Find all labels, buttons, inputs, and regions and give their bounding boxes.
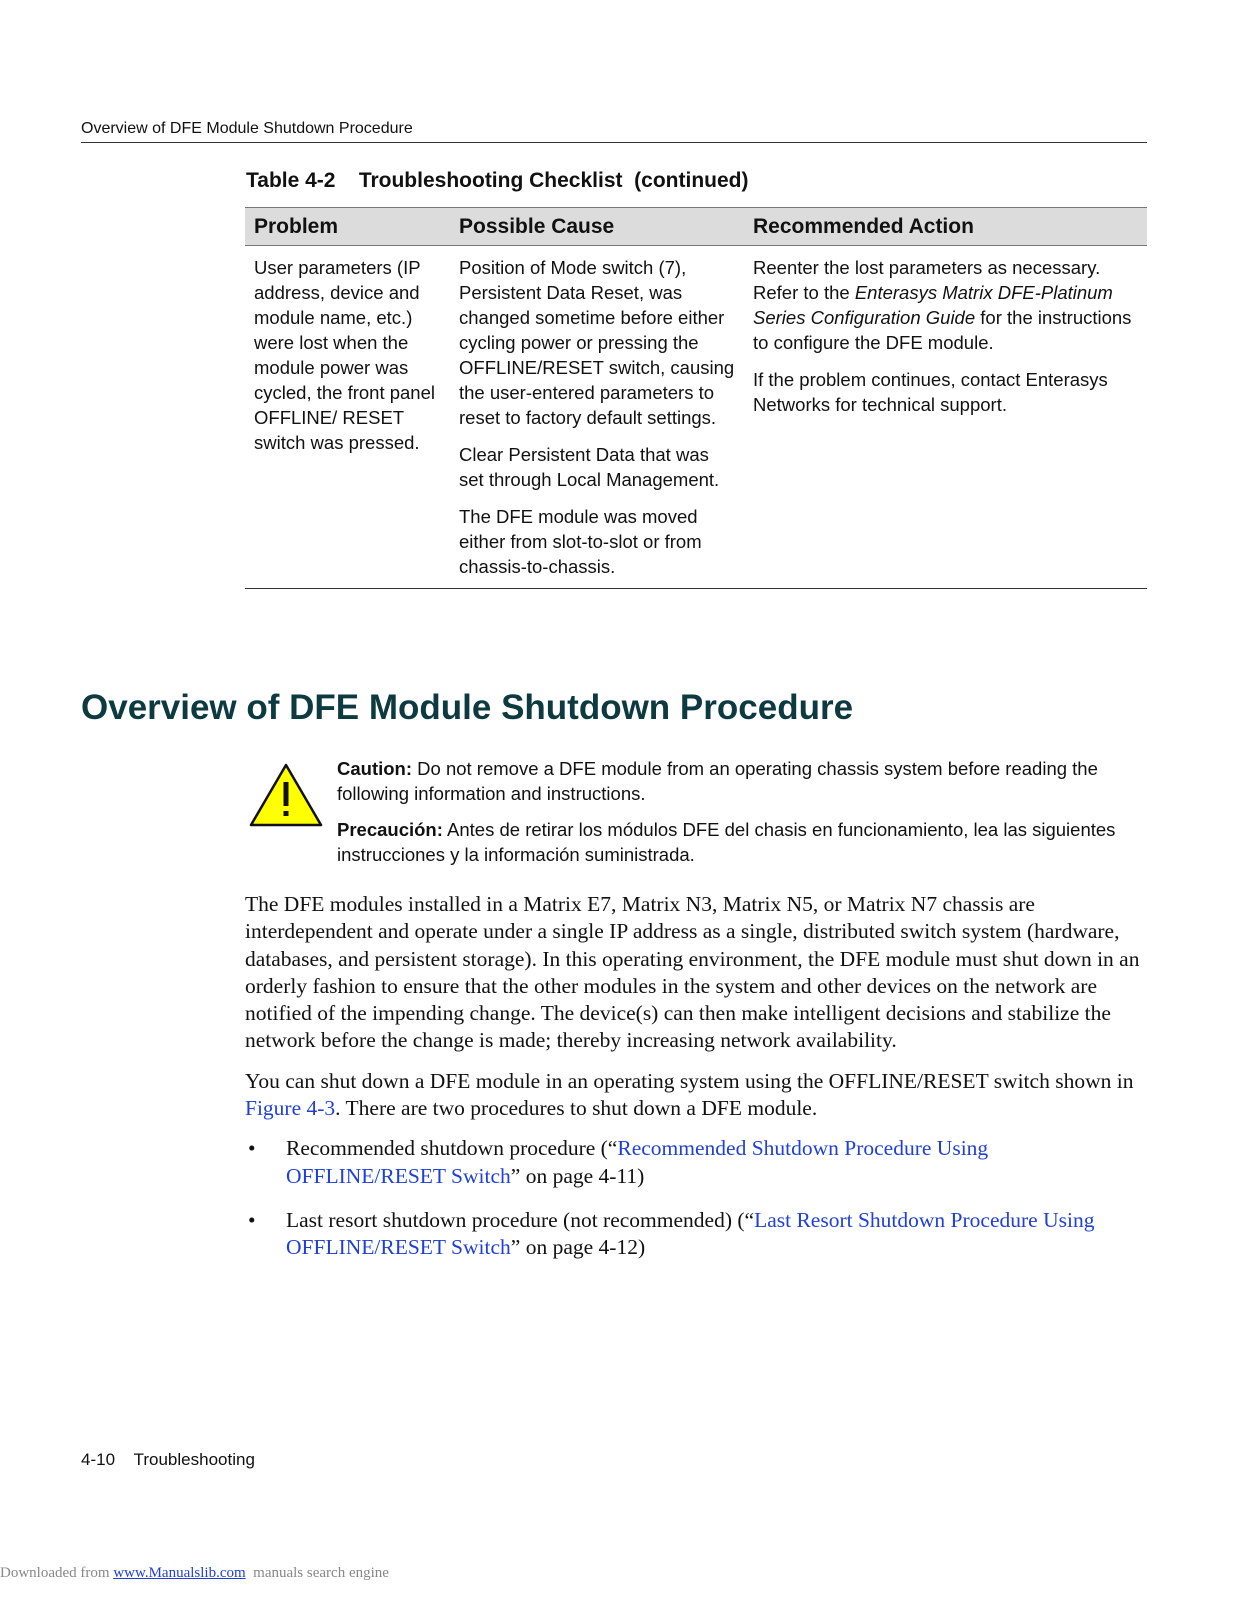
precaucion-message: Antes de retirar los módulos DFE del chasis en funcionamiento, lea las siguientes instrucciones y la información suministrada.	[337, 819, 1116, 865]
item-text-start: Recommended shutdown procedure (“	[286, 1136, 618, 1161]
recommended-procedure-link[interactable]: Recommended Shutdown Procedure Using OFFLINE/RESET Switch	[286, 1136, 989, 1188]
column-header-problem: Problem	[245, 208, 450, 246]
action-text: If the problem continues, contact Enterasys Networks for technical support.	[753, 369, 1108, 415]
column-header-possible-cause: Possible Cause	[450, 208, 744, 246]
recommended-action-cell	[744, 246, 1147, 589]
action-text-end: for the instructions to configure the DFE module.	[753, 307, 1132, 353]
table-caption: Table 4-2 Troubleshooting Checklist (continued)	[246, 169, 749, 192]
body-text	[245, 891, 1150, 1279]
possible-cause-cell	[450, 246, 744, 589]
caution-label: Caution:	[337, 758, 413, 779]
problem-text: User parameters (IP address, device and module name, etc.) were lost when the module power was cycled, the front panel OFFLINE/ RESET switch was pressed.	[254, 257, 435, 453]
guide-title: Enterasys Matrix DFE-Platinum Series Configuration Guide	[753, 282, 1113, 328]
table-header-row	[245, 208, 1147, 246]
body-paragraph	[245, 1068, 1150, 1123]
procedure-list	[245, 1135, 1150, 1261]
body-text-end: . There are two procedures to shut down a DFE module.	[335, 1096, 818, 1121]
column-header-recommended-action: Recommended Action	[744, 208, 1147, 246]
running-header: Overview of DFE Module Shutdown Procedure	[81, 120, 1147, 143]
action-text-start: Reenter the lost parameters as necessary. Refer to the	[753, 257, 1101, 303]
caution-message: Do not remove a DFE module from an operating chassis system before reading the following information and instructions.	[337, 758, 1098, 804]
cause-text: Position of Mode switch (7), Persistent Data Reset, was changed sometime before either cycling power or pressing the OFFLINE/RESET switch, causing the user-entered parameters to reset to factory default settings.	[459, 257, 735, 428]
download-note-prefix: Downloaded from	[0, 1565, 114, 1581]
action-text	[753, 255, 1138, 355]
list-item	[245, 1135, 1150, 1190]
problem-cell	[245, 246, 450, 589]
caution-english	[337, 756, 1147, 806]
cause-text: Clear Persistent Data that was set through Local Management.	[459, 444, 720, 490]
download-note	[0, 1565, 389, 1582]
manualslib-link[interactable]: www.Manualslib.com	[113, 1565, 246, 1581]
page-footer: 4-10 Troubleshooting	[81, 1450, 255, 1469]
item-text-end: ” on page 4-12)	[510, 1235, 646, 1260]
last-resort-procedure-link[interactable]: Last Resort Shutdown Procedure Using OFFLINE/RESET Switch	[286, 1207, 1095, 1260]
troubleshooting-table	[245, 207, 1147, 589]
body-paragraph: The DFE modules installed in a Matrix E7, Matrix N3, Matrix N5, or Matrix N7 chassis are interdependent and operate under a single IP address as a single, distributed switch system (hardware, databases, and persistent storage). In this operating environment, the DFE module must shut down in an orderly fashion to ensure that the other modules in the system and other devices on the network are notified of the impending change. The device(s) can then make intelligent decisions and stabilize the network before the change is made; thereby increasing network availability.	[245, 892, 1140, 1053]
bullet-icon: •	[248, 1136, 256, 1161]
body-text-start: You can shut down a DFE module in an operating system using the OFFLINE/RESET switch shown in	[245, 1068, 1134, 1093]
download-note-suffix: manuals search engine	[245, 1565, 389, 1581]
section-heading: Overview of DFE Module Shutdown Procedure	[81, 688, 854, 727]
caution-spanish	[337, 817, 1147, 867]
cause-text: The DFE module was moved either from slot-to-slot or from chassis-to-chassis.	[459, 506, 702, 577]
precaucion-label: Precaución:	[337, 819, 443, 840]
list-item	[245, 1207, 1150, 1262]
table-row	[245, 246, 1147, 589]
caution-notice	[337, 756, 1147, 878]
item-text-start: Last resort shutdown procedure (not recommended) (“	[286, 1207, 755, 1232]
item-text-end: ” on page 4-11)	[510, 1163, 645, 1188]
figure-link[interactable]: Figure 4-3	[245, 1096, 336, 1121]
warning-triangle-icon	[248, 762, 324, 828]
bullet-icon: •	[248, 1207, 256, 1232]
